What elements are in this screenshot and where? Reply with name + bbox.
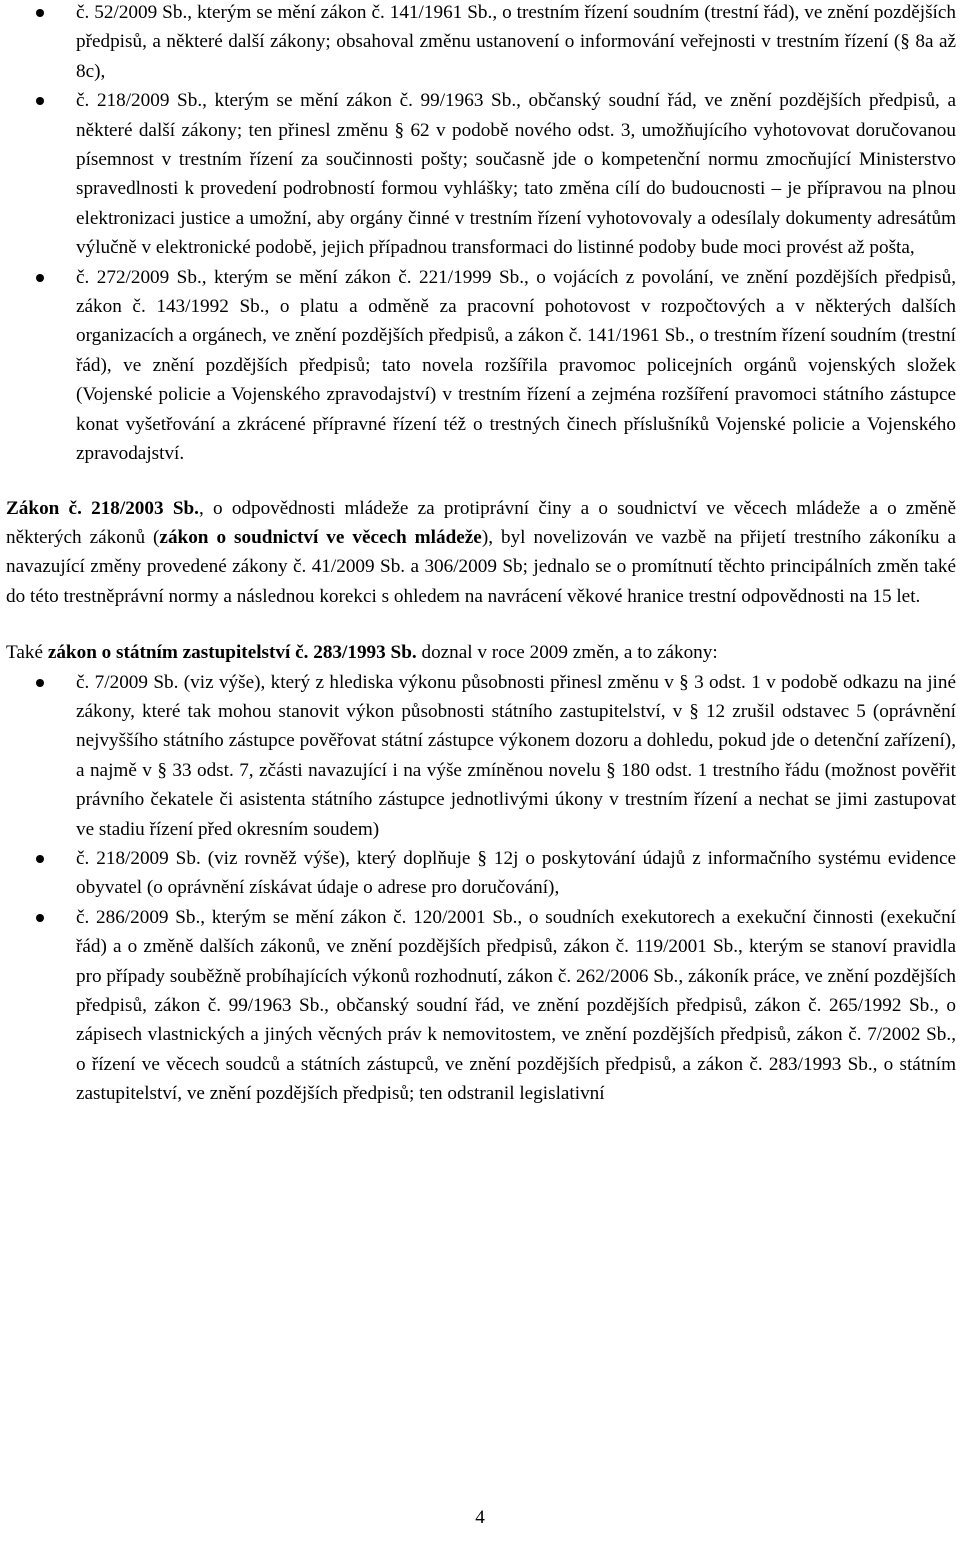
list-item-text: č. 218/2009 Sb. (viz rovněž výše), který doplňuje § 12j o poskytování údajů z informačního systému evidence obyvatel (o oprávnění získávat údaje o adrese pro doručování), bbox=[76, 847, 956, 899]
bullet-icon bbox=[36, 679, 44, 687]
paragraph-zakon-soudnictvi-mladeze bbox=[6, 494, 956, 612]
bullet-icon bbox=[36, 97, 44, 105]
bullet-icon bbox=[36, 274, 44, 282]
paragraph-text: doznal v roce 2009 změn, a to zákony: bbox=[416, 642, 718, 664]
law-name-bold: Zákon č. 218/2003 Sb. bbox=[6, 497, 199, 519]
list-item-text: č. 7/2009 Sb. (viz výše), který z hlediska výkonu působnosti přinesl změnu v § 3 odst. 1 v podobě odkazu na jiné zákony, které tak mohou stanovit výkon působnosti státního zastupitelství, v § 12 zrušil odstavec 5 (oprávnění nejvyššího státního zástupce pověřovat státní zástupce výkonem dozoru a dohledu, pokud jde o detenční zařízení), a najmě v § 33 odst. 7, zčásti navazující i na výše zmíněnou novelu § 180 odst. 1 trestního řádu (možnost pověřit právního čekatele či asistenta státního zástupce jednotlivými úkony v trestním řízení a nechat se jimi zastupovat ve stadiu řízení před okresním soudem) bbox=[76, 671, 956, 840]
list-item bbox=[6, 0, 956, 86]
list-item bbox=[6, 263, 956, 469]
list-item bbox=[6, 844, 956, 903]
list-item-text: č. 272/2009 Sb., kterým se mění zákon č. 221/1999 Sb., o vojácích z povolání, ve znění pozdějších předpisů, zákon č. 143/1992 Sb., o platu a odměně za pracovní pohotovost v rozpočtových a v některých dalších organizacích a orgánech, ve znění pozdějších předpisů, a zákon č. 141/1961 Sb., o trestním řízení soudním (trestní řád), ve znění pozdějších předpisů; tato novela rozšířila pravomoc policejních orgánů vojenských složek (Vojenské policie a Vojenského zpravodajství) v trestním řízení a zejména rozšíření pravomoci státního zástupce konat vyšetřování a zkrácené přípravné řízení též o trestných činech příslušníků Vojenské policie a Vojenského zpravodajství. bbox=[76, 266, 956, 465]
law-short-name-bold: zákon o soudnictví ve věcech mládeže bbox=[159, 526, 482, 548]
page-number: 4 bbox=[475, 1507, 485, 1528]
paragraph-zakon-statni-zastupitelstvi bbox=[6, 638, 956, 667]
law-name-bold: zákon o státním zastupitelství č. 283/1993 Sb. bbox=[47, 642, 417, 664]
paragraph-text: Také bbox=[6, 642, 48, 664]
paragraph-text: ), byl novelizován ve vazbě na přijetí trestního zákoníku a navazující změny provedené zákony č. 41/2009 Sb. a 306/2009 Sb; jednalo se o promítnutí těchto principálních změn také do této trestněprávní normy a následnou korekci s ohledem na navrácení věkové hranice trestní odpovědnosti na 15 let. bbox=[6, 526, 956, 607]
amendment-list-statni-zastupitelstvi bbox=[6, 668, 956, 1109]
bullet-icon bbox=[36, 914, 44, 922]
list-item bbox=[6, 903, 956, 1109]
amendment-list-trestni-rad bbox=[6, 0, 956, 469]
list-item bbox=[6, 668, 956, 844]
paragraph-text: , o odpovědnosti mládeže za protiprávní činy a o soudnictví ve věcech mládeže a o změně některých zákonů ( bbox=[6, 497, 956, 548]
list-item-text: č. 218/2009 Sb., kterým se mění zákon č. 99/1963 Sb., občanský soudní řád, ve znění pozdějších předpisů, a některé další zákony; ten přinesl změnu § 62 v podobě nového odst. 3, umožňujícího vyhotovovat doručovanou písemnost v trestním řízení za součinnosti pošty; současně jde o kompetenční normu zmocňující Ministerstvo spravedlnosti k provedení podrobností formou vyhlášky; tato změna cílí do budoucnosti – je přípravou na plnou elektronizaci justice a umožní, aby orgány činné v trestním řízení vyhotovovaly a odesílaly dokumenty adresátům výlučně v elektronické podobě, jejich případnou transformaci do listinné podoby bude moci provést až pošta, bbox=[76, 90, 956, 259]
document-body bbox=[6, 0, 956, 1109]
list-item-text: č. 52/2009 Sb., kterým se mění zákon č. 141/1961 Sb., o trestním řízení soudním (trestní řád), ve znění pozdějších předpisů, a některé další zákony; obsahoval změnu ustanovení o informování veřejnosti v trestním řízení (§ 8a až 8c), bbox=[76, 2, 956, 82]
list-item bbox=[6, 86, 956, 262]
list-item-text: č. 286/2009 Sb., kterým se mění zákon č. 120/2001 Sb., o soudních exekutorech a exekuční činnosti (exekuční řád) a o změně dalších zákonů, ve znění pozdějších předpisů, zákon č. 119/2001 Sb., kterým se stanoví pravidla pro případy souběžně probíhajících výkonů rozhodnutí, zákon č. 262/2006 Sb., zákoník práce, ve znění pozdějších předpisů, zákon č. 99/1963 Sb., občanský soudní řád, ve znění pozdějších předpisů, zákon č. 265/1992 Sb., o zápisech vlastnických a jiných věcných práv k nemovitostem, ve znění pozdějších předpisů, zákon č. 7/2002 Sb., o řízení ve věcech soudců a státních zástupců, ve znění pozdějších předpisů, a zákon č. 283/1993 Sb., o státním zastupitelství, ve znění pozdějších předpisů; ten odstranil legislativní bbox=[76, 906, 956, 1105]
bullet-icon bbox=[36, 855, 44, 863]
bullet-icon bbox=[36, 9, 44, 17]
